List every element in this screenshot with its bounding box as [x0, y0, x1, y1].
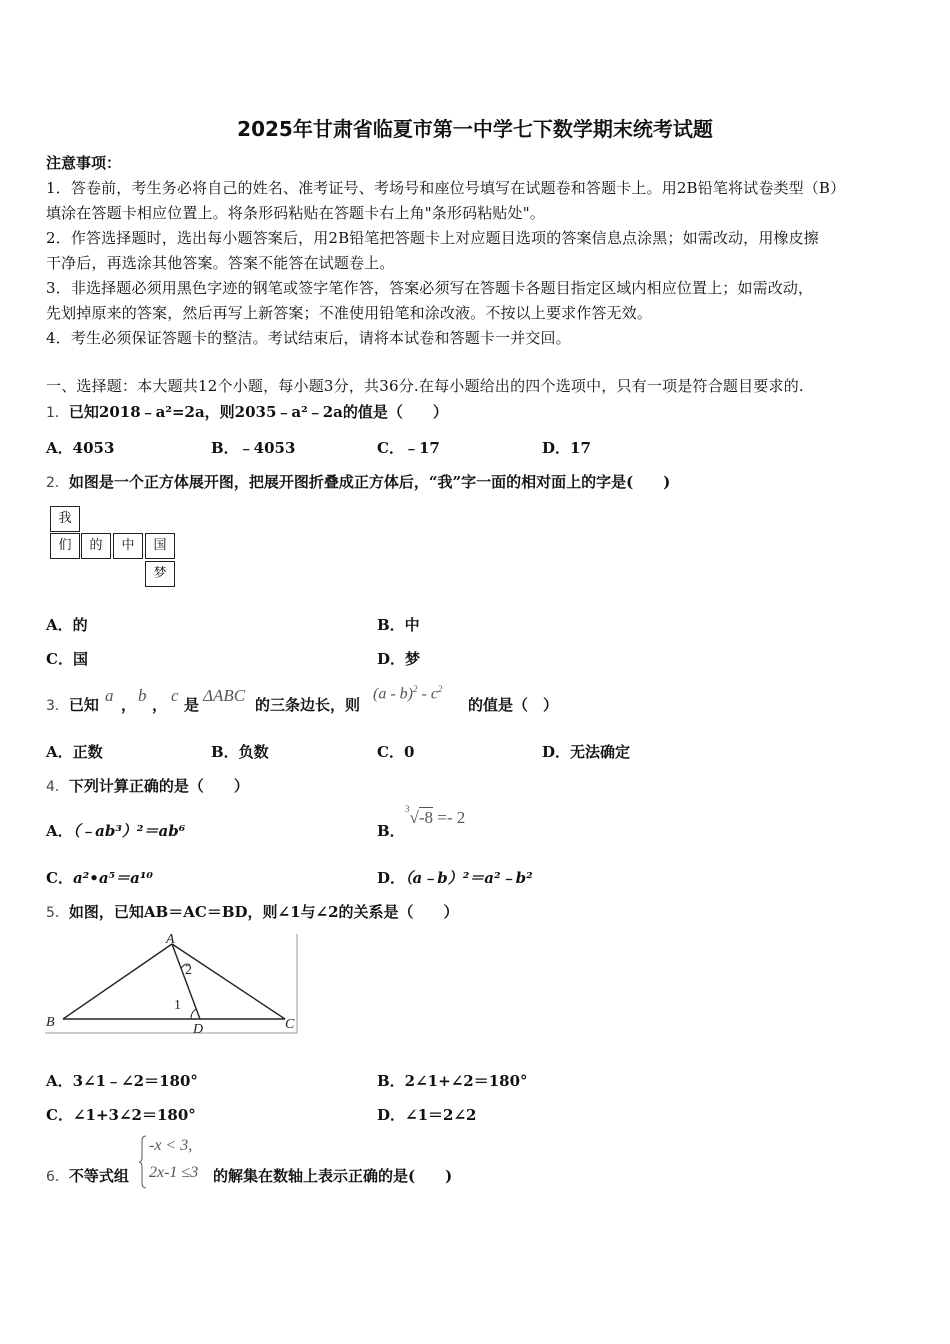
- note-line: 2．作答选择题时，选出每小题答案后，用2B铅笔把答题卡上对应题目选项的答案信息点涂黑；如需改动，用橡皮擦: [46, 229, 819, 247]
- label-d: D: [193, 1022, 204, 1035]
- label-c: C: [285, 1017, 295, 1032]
- question-6: [46, 1165, 129, 1186]
- net-cell: 的: [81, 533, 111, 559]
- option-b[interactable]: B．负数: [211, 743, 269, 761]
- math-c: c: [171, 686, 179, 705]
- option-d[interactable]: D．17: [542, 439, 591, 457]
- triangle-svg: [45, 932, 298, 1035]
- net-cell: 们: [50, 533, 80, 559]
- option-b[interactable]: B．中: [377, 616, 420, 634]
- note-line: 3．非选择题必须用黑色字迹的钢笔或签字笔作答，答案必须写在答题卡各题目指定区域内相应位置上；如需改动，: [46, 279, 814, 297]
- label-a: A: [166, 932, 175, 947]
- question-number: 1．: [46, 405, 69, 421]
- net-cell: 中: [113, 533, 143, 559]
- question-1: [46, 401, 448, 422]
- question-text: 下列计算正确的是（ ）: [68, 777, 249, 795]
- angle-1-arc: [191, 1009, 196, 1019]
- question-text: 如图是一个正方体展开图，把展开图折叠成正方体后，“我”字一面的相对面上的字是( ): [68, 473, 671, 491]
- option-d[interactable]: D．无法确定: [542, 743, 631, 761]
- question-text: 的解集在数轴上表示正确的是( ): [213, 1167, 453, 1185]
- question-text: 如图，已知AB＝AC＝BD，则∠1与∠2的关系是（ ）: [68, 903, 459, 921]
- option-c[interactable]: C．﹣17: [377, 439, 440, 457]
- option-d[interactable]: D．梦: [377, 650, 421, 668]
- option-c[interactable]: C．∠1+3∠2＝180°: [46, 1106, 196, 1124]
- expr-rest: =- 2: [437, 808, 466, 827]
- question-number: 6．: [46, 1169, 69, 1185]
- label-angle-2: 2: [185, 963, 192, 978]
- option-text: a²•a⁵＝a¹⁰: [72, 869, 153, 887]
- question-2: [46, 471, 670, 492]
- option-label: D．: [377, 869, 406, 887]
- option-label: A．: [46, 822, 73, 840]
- option-a[interactable]: A．正数: [46, 743, 103, 761]
- label-angle-1: 1: [174, 998, 181, 1013]
- option-b[interactable]: [377, 820, 405, 841]
- expr-base: (a - b): [373, 685, 413, 703]
- option-a[interactable]: A．3∠1﹣∠2＝180°: [46, 1072, 198, 1090]
- question-text: 已知2018﹣a²=2a，则2035﹣a²﹣2a的值是（ ）: [68, 403, 448, 421]
- question-text: 不等式组: [68, 1167, 129, 1185]
- question-number: 3．: [46, 698, 69, 714]
- q3-is: 是: [184, 696, 200, 714]
- option-a[interactable]: A．的: [46, 616, 88, 634]
- label-b: B: [46, 1015, 55, 1030]
- question-number: 2．: [46, 475, 69, 491]
- exponent: 2: [437, 684, 443, 694]
- triangle-figure: [45, 932, 298, 1035]
- note-line: 先划掉原来的答案，然后再写上新答案；不准使用铅笔和涂改液。不按以上要求作答无效。: [46, 304, 653, 322]
- option-label: B．: [377, 822, 405, 840]
- cube-root-expression: $^3$√-8 =- 2: [405, 804, 466, 827]
- net-cell: 国: [145, 533, 175, 559]
- option-d[interactable]: D．∠1＝2∠2: [377, 1106, 477, 1124]
- option-c[interactable]: C．0: [377, 743, 415, 761]
- question-number: 4．: [46, 779, 69, 795]
- option-d[interactable]: [377, 867, 533, 888]
- math-b: b: [138, 686, 147, 705]
- radicand: -8: [418, 808, 434, 827]
- question-text: 的三条边长，则: [255, 696, 361, 714]
- inequality-line-1: -x < 3,: [149, 1137, 193, 1154]
- notes-heading: 注意事项：: [46, 154, 122, 172]
- math-a: a: [105, 686, 114, 705]
- option-b[interactable]: B．2∠1+∠2＝180°: [377, 1072, 528, 1090]
- option-c[interactable]: C．国: [46, 650, 88, 668]
- section-header: 一、选择题：本大题共12个小题，每小题3分，共36分.在每小题给出的四个选项中，只有一项是符合题目要求的.: [46, 377, 804, 395]
- note-line: 填涂在答题卡相应位置上。将条形码粘贴在答题卡右上角"条形码粘贴处"。: [46, 204, 545, 222]
- math-expression: [373, 684, 442, 703]
- question-number: 5．: [46, 905, 69, 921]
- math-triangle: ΔABC: [203, 686, 246, 705]
- inequality-line-2: 2x-1 ≤3: [149, 1164, 199, 1181]
- question-text: 已知: [68, 696, 99, 714]
- brace-path: [139, 1136, 146, 1188]
- net-cell: 我: [50, 506, 80, 532]
- question-5: [46, 901, 459, 922]
- note-line: 1．答卷前，考生务必将自己的姓名、准考证号、考场号和座位号填写在试题卷和答题卡上。用2B铅笔将试卷类型（B）: [46, 179, 846, 197]
- option-a[interactable]: A．4053: [46, 439, 115, 457]
- question-3: [46, 694, 99, 715]
- option-a[interactable]: [46, 820, 185, 841]
- option-text: （a﹣b）²＝a²﹣b²: [405, 869, 533, 887]
- page-title: 2025年甘肃省临夏市第一中学七下数学期末统考试题: [237, 117, 713, 141]
- option-b[interactable]: B．﹣4053: [211, 439, 296, 457]
- option-label: C．: [46, 869, 73, 887]
- note-line: 4．考生必须保证答题卡的整洁。考试结束后，请将本试卷和答题卡一并交回。: [46, 329, 571, 347]
- expr-minus: - c: [417, 685, 438, 703]
- exponent: 2: [412, 684, 418, 694]
- option-c[interactable]: [46, 867, 153, 888]
- segment-ab: [63, 944, 172, 1019]
- option-text: （﹣ab³）²＝ab⁶: [72, 822, 186, 840]
- segment-ac: [172, 944, 285, 1019]
- comma: ，: [121, 696, 137, 714]
- brace-svg: [139, 1135, 147, 1189]
- note-line: 干净后，再选涂其他答案。答案不能答在试题卷上。: [46, 254, 395, 272]
- comma: ，: [152, 696, 168, 714]
- inequality-brace: [139, 1135, 145, 1189]
- question-4: [46, 775, 249, 796]
- question-text: 的值是（ ）: [468, 696, 559, 714]
- net-cell: 梦: [145, 561, 175, 587]
- root-index: 3: [405, 804, 410, 815]
